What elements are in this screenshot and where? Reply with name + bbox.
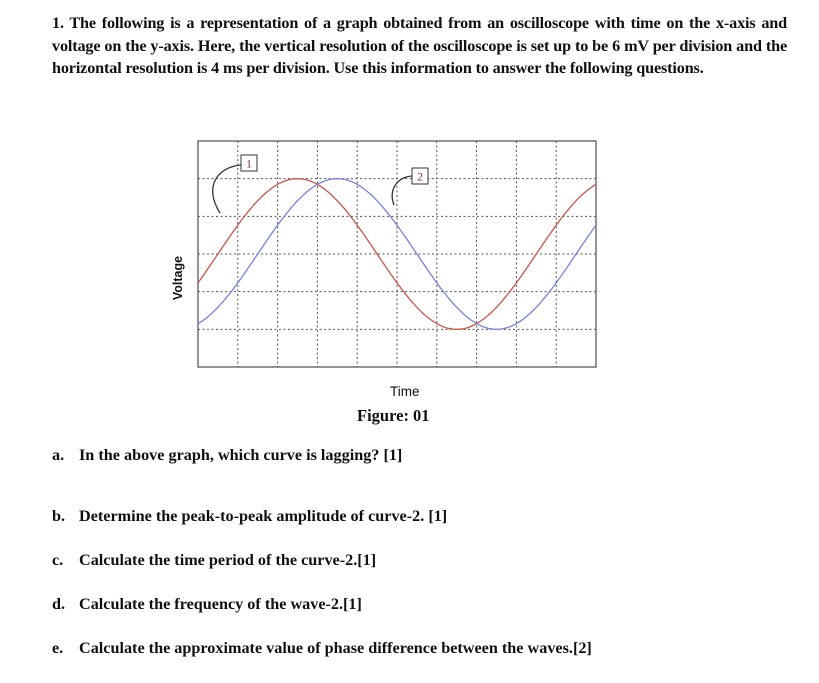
sub-question-letter: c. [52, 551, 64, 569]
sub-question-text: Calculate the time period of the curve-2.[1] [79, 551, 377, 569]
sub-question-text: Determine the peak-to-peak amplitude of curve-2. [1] [79, 507, 448, 525]
sub-question-letter: d. [52, 595, 66, 613]
oscilloscope-plot [160, 135, 620, 375]
y-axis-label: Voltage [171, 255, 185, 301]
sub-question-text: Calculate the frequency of the wave-2.[1] [79, 595, 362, 613]
sub-question-b [52, 507, 447, 526]
figure-caption: Figure: 01 [357, 406, 430, 425]
sub-question-letter: a. [52, 446, 65, 464]
sub-question-a [52, 446, 402, 465]
sub-question-text: Calculate the approximate value of phase difference between the waves.[2] [79, 639, 592, 657]
sub-question-text: In the above graph, which curve is lagging? [1] [79, 446, 403, 464]
curve-label-2-text: 2 [417, 169, 423, 184]
sub-question-letter: e. [52, 639, 64, 657]
sub-question-c [52, 551, 376, 570]
sub-question-e [52, 639, 592, 658]
x-axis-label: Time [390, 384, 420, 399]
question-intro: 1. The following is a representation of a graph obtained from an oscilloscope with time on the x-axis and voltage on the y-axis. Here, the vertical resolution of the oscilloscope is set up to be 6 mV per division and the horizontal resolution is 4 ms per division. Use this information to answer the following questions. [52, 14, 787, 77]
sub-question-d [52, 595, 362, 614]
curve-label-1-text: 1 [246, 156, 252, 171]
sub-question-letter: b. [52, 507, 66, 525]
